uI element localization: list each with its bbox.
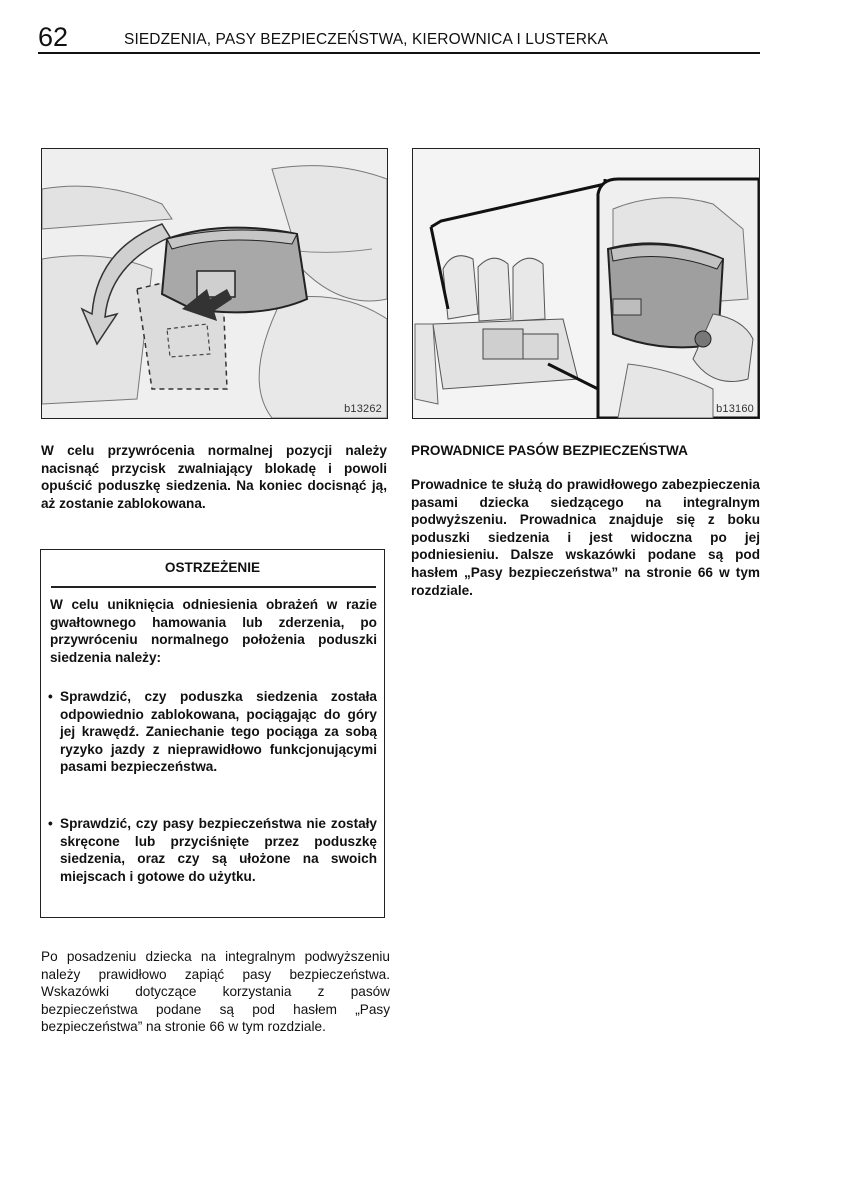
bullet-icon: • — [48, 689, 53, 704]
restore-position-paragraph: W celu przywrócenia normalnej pozycji należy nacisnąć przycisk zwalniający blokadę i powoli opuścić poduszkę siedzenia. Na koniec docisnąć ją, aż zostanie zablokowana. — [41, 443, 387, 511]
warning-bullet-text: Sprawdzić, czy poduszka siedzenia została odpowiednio zablokowana, pociągając do góry jej krawędź. Zaniechanie tego pociąga za sobą ryzyko jazdy z nieprawidłowo funkcjonującymi pasami bezpieczeństwa. — [60, 689, 377, 775]
belt-guide-drawing — [413, 149, 759, 418]
bullet-icon: • — [48, 816, 53, 831]
warning-bullet-text: Sprawdzić, czy pasy bezpieczeństwa nie zostały skręcone lub przyciśnięte przez poduszkę siedzenia, oraz czy są ułożone na swoich miejscach i gotowe do użytku. — [60, 816, 377, 884]
warning-title: OSTRZEŻENIE — [164, 560, 261, 575]
section-heading: PROWADNICE PASÓW BEZPIECZEŃSTWA — [411, 443, 688, 458]
warning-box — [40, 549, 385, 918]
warning-divider — [51, 586, 376, 588]
warning-bullet — [48, 815, 377, 885]
header-divider — [38, 52, 760, 54]
seat-cushion-illustration — [41, 148, 388, 419]
figure-code: b13262 — [344, 403, 382, 415]
chapter-title: SIEDZENIA, PASY BEZPIECZEŃSTWA, KIEROWNICA I LUSTERKA — [124, 31, 608, 48]
warning-bullet — [48, 688, 377, 776]
child-seat-belt-paragraph: Po posadzeniu dziecka na integralnym podwyższeniu należy prawidłowo zapiąć pasy bezpieczeństwa. Wskazówki dotyczące korzystania z pasów bezpieczeństwa podane są pod hasłem „Pasy bezpieczeństwa” na stronie 66 w tym rozdziale. — [41, 949, 390, 1035]
figure-code: b13160 — [716, 403, 754, 415]
belt-guide-illustration — [412, 148, 760, 419]
page-number: 62 — [38, 22, 69, 52]
belt-guide-paragraph: Prowadnice te służą do prawidłowego zabezpieczenia pasami dziecka siedzącego na integralnym podwyższeniu. Prowadnica znajduje się z boku poduszki siedzenia i jest widoczna po jej podniesieniu. Dalsze wskazówki podane są pod hasłem „Pasy bezpieczeństwa” na stronie 66 w tym rozdziale. — [411, 477, 760, 598]
warning-intro: W celu uniknięcia odniesienia obrażeń w razie gwałtownego hamowania lub zderzenia, po przywróceniu normalnego położenia poduszki siedzenia należy: — [50, 597, 377, 665]
seat-cushion-drawing — [42, 149, 387, 418]
